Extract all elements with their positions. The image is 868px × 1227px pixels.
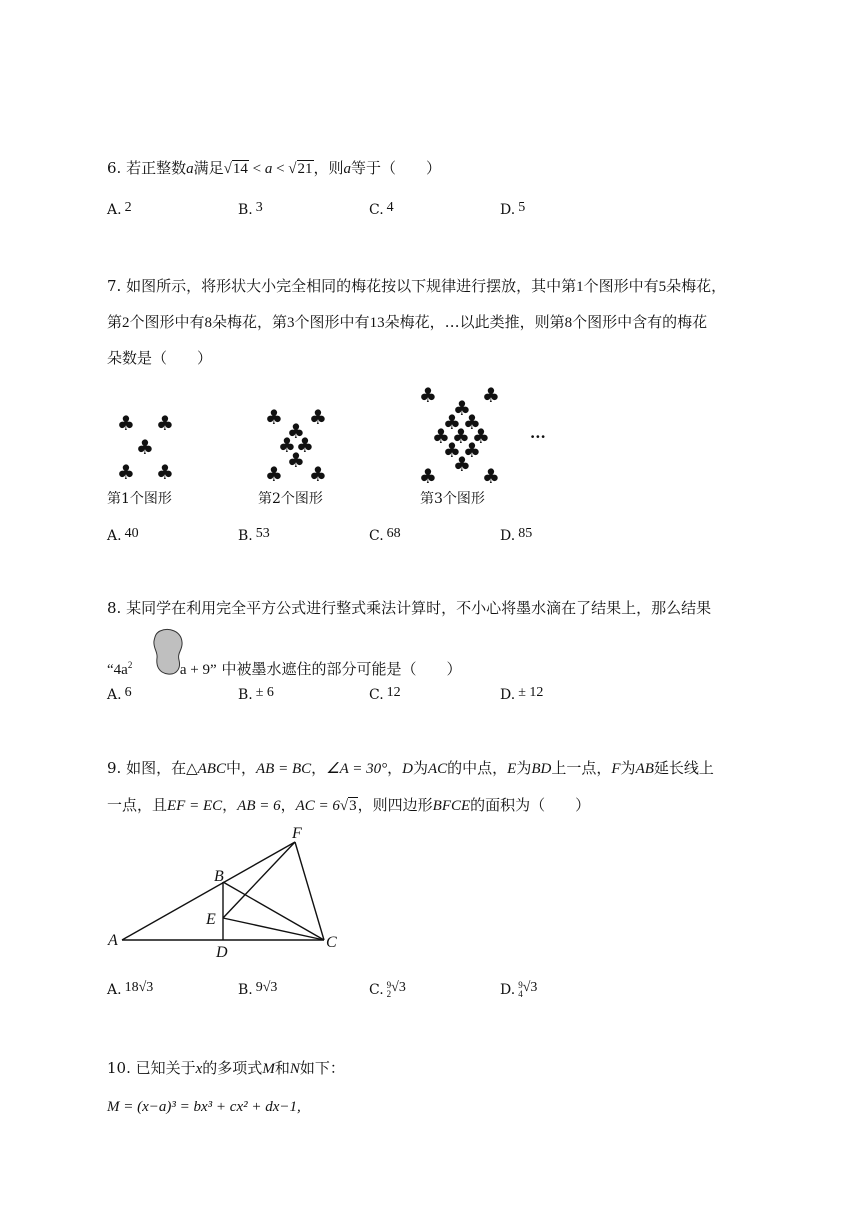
q8-option-d[interactable]: D. ± 12 xyxy=(500,685,544,703)
q8-option-a[interactable]: A. 6 xyxy=(107,685,132,703)
q8-options xyxy=(107,685,667,707)
q7-options xyxy=(107,526,667,548)
q8-expr-left: “$4a^2$ xyxy=(107,660,133,678)
q6-rad-21: 21 xyxy=(297,161,313,177)
club-icon: ♣ xyxy=(278,433,296,457)
q8-option-b[interactable]: B. ± 6 xyxy=(238,685,274,703)
q7-figure-label-3: 第3个图形 xyxy=(420,491,485,507)
club-icon: ♣ xyxy=(419,464,437,488)
q6-text-a: 若正整数 xyxy=(126,159,187,177)
club-icon: ♣ xyxy=(452,424,470,448)
point-label-f: F xyxy=(292,825,302,842)
q6-option-b[interactable]: B. 3 xyxy=(238,200,263,218)
club-icon: ♣ xyxy=(453,452,471,476)
q9-option-c[interactable]: C. 9 2 √3 xyxy=(369,980,406,999)
q10-formula-text: M = (x−a)³ = bx³ + cx² + dx−1, xyxy=(107,1099,301,1115)
q9-line-1: 9. 如图，在△ABC中，AB = BC，∠A = 30°，D为AC的中点，E为BD上一点，F为AB延长线上 xyxy=(107,759,714,777)
club-icon: ♣ xyxy=(156,411,174,435)
q6-inequality: √14 < a < √21 xyxy=(223,161,313,177)
club-icon: ♣ xyxy=(296,433,314,457)
q6-text-c: ，则 xyxy=(313,159,344,177)
point-label-e: E xyxy=(206,911,216,928)
club-icon: ♣ xyxy=(463,438,481,462)
club-icon: ♣ xyxy=(443,410,461,434)
q7-line-2: 第2个图形中有8朵梅花，第3个图形中有13朵梅花，…以此类推，则第8个图形中含有的梅花 xyxy=(107,313,708,331)
q7-option-b[interactable]: B. 53 xyxy=(238,526,270,544)
club-icon: ♣ xyxy=(463,410,481,434)
q7-option-a[interactable]: A. 40 xyxy=(107,526,139,544)
q7-figure-label-2: 第2个图形 xyxy=(258,491,323,507)
ink-blot-icon xyxy=(151,628,185,676)
q6-options xyxy=(107,200,667,222)
club-icon: ♣ xyxy=(265,405,283,429)
club-icon: ♣ xyxy=(453,396,471,420)
q7-ellipsis: ··· xyxy=(530,428,546,446)
q9-geometry-figure xyxy=(100,820,360,970)
club-icon: ♣ xyxy=(287,419,305,443)
point-label-d: D xyxy=(216,944,228,961)
club-icon: ♣ xyxy=(443,438,461,462)
club-icon: ♣ xyxy=(156,460,174,484)
club-icon: ♣ xyxy=(432,424,450,448)
q6-stem xyxy=(107,157,441,180)
q6-var-2: a xyxy=(343,161,352,177)
club-icon: ♣ xyxy=(136,435,154,459)
q10-line-1: 10. 已知关于x的多项式M和N如下： xyxy=(107,1059,345,1077)
club-icon: ♣ xyxy=(309,405,327,429)
q9-options xyxy=(107,980,667,1002)
club-icon: ♣ xyxy=(482,464,500,488)
q6-option-d[interactable]: D. 5 xyxy=(500,200,526,218)
point-label-c: C xyxy=(326,934,337,951)
club-icon: ♣ xyxy=(287,448,305,472)
q8-line-1: 8. 某同学在利用完全平方公式进行整式乘法计算时，不小心将墨水滴在了结果上，那么结果 xyxy=(107,599,712,617)
q8-expr-right: a + 9” xyxy=(179,662,217,678)
point-label-a: A xyxy=(108,932,118,949)
q7-line-3: 朵数是（ ） xyxy=(107,349,213,367)
q9-option-b[interactable]: B. 9√3 xyxy=(238,980,278,998)
club-icon: ♣ xyxy=(265,462,283,486)
q8-option-c[interactable]: C. 12 xyxy=(369,685,401,703)
q10-formula xyxy=(107,1095,301,1118)
q6-option-c[interactable]: C. 4 xyxy=(369,200,394,218)
club-icon: ♣ xyxy=(419,383,437,407)
q7-option-c[interactable]: C. 68 xyxy=(369,526,401,544)
club-icon: ♣ xyxy=(482,383,500,407)
club-icon: ♣ xyxy=(117,460,135,484)
q7-line-1: 7. 如图所示，将形状大小完全相同的梅花按以下规律进行摆放，其中第1个图形中有5朵梅花， xyxy=(107,277,727,295)
q6-number: 6. xyxy=(107,159,122,177)
q6-var: a xyxy=(186,161,194,177)
q6-option-a[interactable]: A. 2 xyxy=(107,200,132,218)
q9-line-2: 一点，且EF = EC，AB = 6，AC = 6√3，则四边形BFCE的面积为（ ） xyxy=(107,796,591,814)
q9-option-d[interactable]: D. 9 4 √3 xyxy=(500,980,538,999)
q7-figure-label-1: 第1个图形 xyxy=(107,491,172,507)
club-icon: ♣ xyxy=(309,462,327,486)
q7-option-d[interactable]: D. 85 xyxy=(500,526,533,544)
club-icon: ♣ xyxy=(117,411,135,435)
club-icon: ♣ xyxy=(472,424,490,448)
q6-rad-14: 14 xyxy=(232,161,248,177)
point-label-b: B xyxy=(214,868,224,885)
q6-text-b: 满足 xyxy=(193,159,224,177)
q8-line-2-rest: 中被墨水遮住的部分可能是（ ） xyxy=(221,660,462,678)
q9-option-a[interactable]: A. 18√3 xyxy=(107,980,154,998)
q6-text-d: 等于（ ） xyxy=(351,159,442,177)
